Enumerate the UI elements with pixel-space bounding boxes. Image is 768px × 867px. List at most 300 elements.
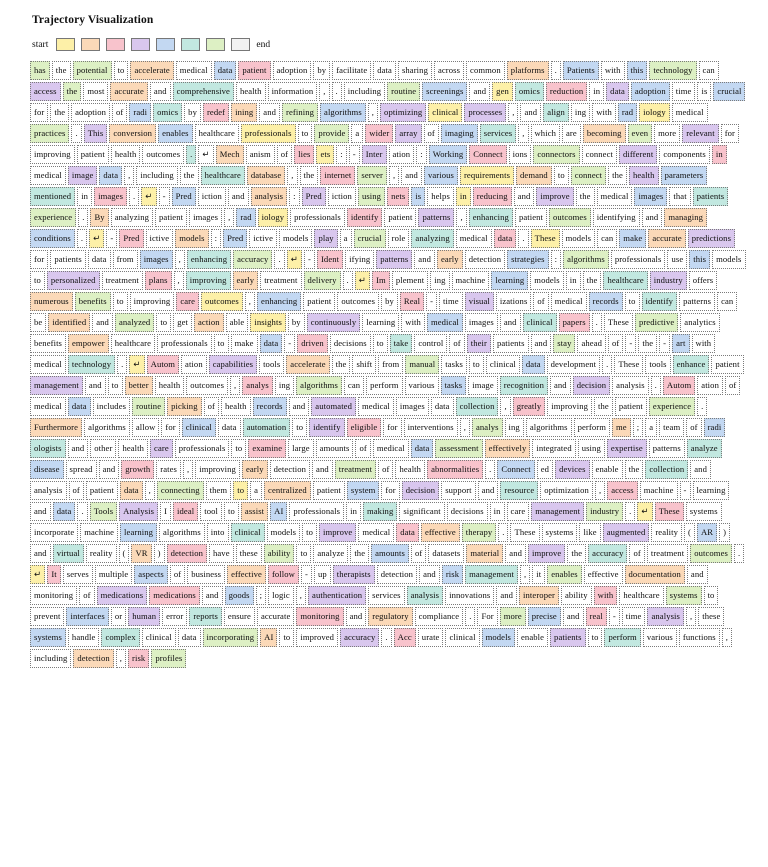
token: omics	[153, 103, 182, 122]
token: ,	[183, 460, 193, 479]
token: strategies	[507, 250, 548, 269]
token: analyzing	[111, 208, 153, 227]
token: improve	[528, 544, 565, 563]
token: effective	[421, 523, 460, 542]
token: accelerate	[130, 61, 173, 80]
token: outcomes	[201, 292, 243, 311]
token: ability	[561, 586, 592, 605]
token: in	[589, 82, 604, 101]
token: ,	[175, 250, 185, 269]
token: including	[136, 166, 177, 185]
token: examine	[248, 439, 286, 458]
token: across	[434, 61, 464, 80]
legend-swatch-6	[206, 38, 225, 51]
token: time	[672, 82, 696, 101]
token: that	[669, 187, 690, 206]
token: patterns	[649, 439, 685, 458]
token: data	[178, 628, 201, 647]
token: plans	[145, 271, 172, 290]
token: professionals	[157, 334, 212, 353]
token: me	[612, 418, 631, 437]
token: the	[332, 355, 351, 374]
token: medical	[30, 355, 66, 374]
token: -	[349, 145, 360, 164]
token: role	[388, 229, 410, 248]
legend-swatch-0	[56, 38, 75, 51]
token: picking	[167, 397, 201, 416]
token: medications	[149, 586, 200, 605]
token: of	[79, 586, 94, 605]
legend-swatch-1	[81, 38, 100, 51]
token: their	[467, 334, 491, 353]
token: .	[186, 145, 196, 164]
token: optimizing	[380, 103, 426, 122]
token: these	[236, 544, 262, 563]
token: radi	[704, 418, 726, 437]
token: experience	[30, 208, 76, 227]
token: medical	[597, 187, 633, 206]
token: ,	[722, 628, 732, 647]
token: can	[717, 292, 737, 311]
token: ation	[697, 376, 723, 395]
token: and	[496, 586, 517, 605]
token: different	[619, 145, 657, 164]
token: learning	[120, 523, 157, 542]
token: For	[477, 607, 497, 626]
token: and	[401, 166, 422, 185]
token: to	[214, 334, 229, 353]
legend-swatches	[56, 38, 250, 51]
token: professionals	[241, 124, 296, 143]
token: other	[90, 439, 116, 458]
token: can	[699, 61, 719, 80]
token: -	[625, 334, 636, 353]
token: decision	[573, 376, 610, 395]
token: ets	[316, 145, 334, 164]
token: and	[500, 313, 521, 332]
token: models	[530, 271, 563, 290]
token: ensure	[224, 607, 255, 626]
token: is	[411, 187, 425, 206]
token: ing	[505, 418, 524, 437]
token: this	[627, 61, 648, 80]
token: imaging	[441, 124, 478, 143]
token: patients	[50, 250, 86, 269]
token: to	[704, 586, 719, 605]
token: early	[233, 271, 259, 290]
token: learning	[491, 271, 528, 290]
token: rad	[618, 103, 637, 122]
token: data	[214, 61, 237, 80]
token: enable	[517, 628, 548, 647]
token: automated	[311, 397, 356, 416]
token: ideal	[173, 502, 198, 521]
token: shift	[352, 355, 376, 374]
token: screenings	[422, 82, 467, 101]
token: enhancing	[187, 250, 231, 269]
token: is	[697, 82, 711, 101]
token: the	[594, 397, 613, 416]
token: capabilities	[209, 355, 257, 374]
token: more	[500, 607, 526, 626]
token: data	[396, 523, 419, 542]
token: treatment	[647, 544, 688, 563]
token: and	[150, 82, 171, 101]
token: of	[277, 145, 292, 164]
token: and	[30, 502, 51, 521]
token: models	[482, 628, 515, 647]
token: machine	[640, 481, 678, 500]
token: spread	[66, 460, 97, 479]
legend-end-label: end	[256, 39, 271, 50]
token: .	[734, 544, 744, 563]
token: medical	[551, 292, 587, 311]
token: industry	[586, 502, 623, 521]
token: :	[416, 145, 427, 164]
token: mentioned	[30, 187, 75, 206]
token: models	[267, 523, 300, 542]
token: ,	[520, 565, 530, 584]
token: and	[228, 187, 249, 206]
token: therapy	[462, 523, 496, 542]
token: systems	[542, 523, 578, 542]
token: iction	[198, 187, 226, 206]
token: data	[88, 250, 111, 269]
token: Pred	[172, 187, 196, 206]
token: professionals	[175, 439, 230, 458]
token: system	[347, 481, 379, 500]
token-grid	[30, 61, 746, 668]
token: multiple	[95, 565, 132, 584]
token: visual	[465, 292, 494, 311]
token: use	[667, 250, 687, 269]
token: :	[336, 145, 347, 164]
token: and	[99, 460, 120, 479]
token: collection	[456, 397, 499, 416]
token: augmented	[603, 523, 650, 542]
token: platforms	[507, 61, 549, 80]
token: ↵	[129, 355, 144, 374]
token: crucial	[713, 82, 745, 101]
token: ,	[500, 397, 510, 416]
token: abnormalities	[427, 460, 483, 479]
token: Furthermore	[30, 418, 82, 437]
token: algorithms	[320, 103, 366, 122]
token: improving	[30, 145, 75, 164]
token: accurate	[257, 607, 294, 626]
token: benefits	[30, 334, 66, 353]
token: of	[725, 376, 740, 395]
token: medical	[358, 397, 394, 416]
token: to	[156, 313, 171, 332]
token: team	[659, 418, 684, 437]
token: connecting	[157, 481, 204, 500]
token: systems	[686, 502, 722, 521]
token: of	[608, 334, 623, 353]
token: allow	[132, 418, 160, 437]
token: ability	[264, 544, 295, 563]
token: time	[622, 607, 646, 626]
token: connect	[582, 145, 617, 164]
token: and	[312, 460, 333, 479]
token: access	[607, 481, 638, 500]
token: ifying	[345, 250, 374, 269]
token: interventions	[404, 418, 458, 437]
token: :	[211, 229, 222, 248]
token: delivery	[304, 271, 341, 290]
token: accuracy	[340, 628, 379, 647]
token: automation	[243, 418, 291, 437]
token: ,	[224, 208, 234, 227]
token: analyzing	[411, 229, 453, 248]
token: treatment	[335, 460, 376, 479]
token: models	[279, 229, 312, 248]
token: accuracy	[233, 250, 272, 269]
token: processes	[464, 103, 506, 122]
legend	[32, 38, 746, 51]
token: .	[343, 271, 353, 290]
token: accurate	[110, 82, 147, 101]
token: image	[468, 376, 498, 395]
token: to	[114, 61, 129, 80]
token: ;	[256, 586, 267, 605]
token: identify	[347, 208, 383, 227]
token: relevant	[682, 124, 718, 143]
token: patients	[693, 187, 729, 206]
token: manual	[405, 355, 439, 374]
token: .	[651, 376, 661, 395]
token: get	[173, 313, 192, 332]
token: decisions	[330, 334, 371, 353]
token: documentation	[625, 565, 685, 584]
token: ining	[231, 103, 257, 122]
token: or	[111, 607, 126, 626]
token: health	[236, 82, 266, 101]
token: disease	[30, 460, 64, 479]
token: ,	[319, 82, 329, 101]
token: systems	[30, 628, 66, 647]
token: professionals	[289, 502, 344, 521]
token: -	[301, 565, 312, 584]
token: ,	[145, 481, 155, 500]
token: action	[194, 313, 224, 332]
token: medical	[358, 523, 394, 542]
token: gen	[492, 82, 513, 101]
token: to	[296, 544, 311, 563]
token: of	[629, 544, 644, 563]
legend-swatch-4	[156, 38, 175, 51]
token: profiles	[151, 649, 186, 668]
token: patients	[493, 334, 529, 353]
token: .	[498, 523, 508, 542]
token: ,	[124, 166, 134, 185]
token: Pred	[223, 229, 247, 248]
token: by	[381, 292, 398, 311]
token: It	[47, 565, 60, 584]
token: medical	[427, 313, 463, 332]
token: identifying	[593, 208, 640, 227]
token: various	[424, 166, 458, 185]
token: with	[594, 586, 618, 605]
token: images	[94, 187, 127, 206]
token: ,	[368, 103, 378, 122]
token: professionals	[290, 208, 345, 227]
token: handle	[68, 628, 100, 647]
token: the	[300, 166, 319, 185]
token: AI	[270, 502, 287, 521]
token: These	[655, 502, 684, 521]
token: analysis	[647, 607, 684, 626]
token: adoption	[631, 82, 670, 101]
token: eligible	[347, 418, 382, 437]
token: play	[314, 229, 337, 248]
token: .	[78, 208, 88, 227]
token: (	[684, 523, 695, 542]
token: can	[344, 376, 364, 395]
token: medical	[30, 397, 66, 416]
token: ↵	[30, 565, 45, 584]
legend-swatch-3	[131, 38, 150, 51]
token: art	[672, 334, 689, 353]
token: to	[588, 628, 603, 647]
token: VR	[131, 544, 151, 563]
token: image	[68, 166, 98, 185]
token: nets	[387, 187, 409, 206]
legend-swatch-5	[181, 38, 200, 51]
token: including	[344, 82, 385, 101]
token: a	[645, 418, 657, 437]
token: collection	[645, 460, 688, 479]
token: requirements	[460, 166, 514, 185]
token: services	[480, 124, 516, 143]
token: -	[609, 607, 620, 626]
token: improve	[319, 523, 356, 542]
token: Acc	[394, 628, 416, 647]
token: identify	[642, 292, 678, 311]
token: and	[690, 460, 711, 479]
token: ,	[460, 418, 470, 437]
token: outcomes	[549, 208, 591, 227]
token: iology	[258, 208, 289, 227]
token: devices	[555, 460, 589, 479]
token: health	[111, 145, 141, 164]
token: comprehensive	[173, 82, 234, 101]
token: ed	[537, 460, 553, 479]
token: regulatory	[368, 607, 412, 626]
token: predictions	[688, 229, 735, 248]
token: resource	[500, 481, 538, 500]
token: patterns	[679, 292, 715, 311]
token: care	[507, 502, 530, 521]
token: from	[378, 355, 403, 374]
token: enables	[158, 124, 192, 143]
token: the	[567, 544, 586, 563]
token: machine	[452, 271, 490, 290]
token: and	[469, 82, 490, 101]
token: management	[30, 376, 83, 395]
token: ,	[595, 481, 605, 500]
token: predictive	[635, 313, 678, 332]
token: risk	[442, 565, 463, 584]
token: functions	[679, 628, 720, 647]
token: algorithms	[296, 376, 342, 395]
token: ,	[245, 292, 255, 311]
token: medications	[97, 586, 148, 605]
token: healthcare	[619, 586, 663, 605]
token: error	[162, 607, 187, 626]
token: Patients	[563, 61, 599, 80]
token: analysis	[30, 481, 67, 500]
token: :	[551, 250, 562, 269]
token: and	[531, 334, 552, 353]
token: ing	[571, 103, 590, 122]
token: reality	[86, 544, 117, 563]
token: time	[439, 292, 463, 311]
token: routine	[132, 397, 165, 416]
token: in	[490, 502, 505, 521]
token: and	[289, 397, 310, 416]
token: health	[118, 439, 148, 458]
token: patterns	[376, 250, 412, 269]
token: database	[247, 166, 285, 185]
token: perform	[366, 376, 402, 395]
token: effective	[584, 565, 623, 584]
token: .	[697, 397, 707, 416]
token: follow	[268, 565, 299, 584]
token: to	[231, 439, 246, 458]
token: insights	[250, 313, 286, 332]
token: are	[562, 124, 581, 143]
token: clinical	[182, 418, 216, 437]
token: images	[465, 313, 498, 332]
token: analysis	[407, 586, 444, 605]
token: early	[437, 250, 463, 269]
token: detection	[270, 460, 310, 479]
token: medical	[30, 166, 66, 185]
token: .	[129, 187, 139, 206]
token: patient	[384, 208, 416, 227]
token: sharing	[398, 61, 432, 80]
token: .	[625, 502, 635, 521]
token: of	[112, 103, 127, 122]
token: clinical	[231, 523, 265, 542]
token: reduction	[546, 82, 587, 101]
token: data	[606, 82, 629, 101]
token: Inter	[362, 145, 387, 164]
token: data	[522, 355, 545, 374]
token: real	[586, 607, 607, 626]
token: -	[106, 229, 117, 248]
token: adoption	[273, 61, 312, 80]
token: a	[351, 124, 363, 143]
token: assessment	[435, 439, 482, 458]
token: analysis	[251, 187, 288, 206]
token: of	[69, 481, 84, 500]
token: material	[466, 544, 503, 563]
token: records	[253, 397, 287, 416]
token: monitoring	[296, 607, 343, 626]
token: helps	[427, 187, 454, 206]
token: patient	[238, 61, 270, 80]
token: the	[52, 61, 71, 80]
token: .	[551, 61, 561, 80]
token: conditions	[30, 229, 75, 248]
token: healthcare	[111, 334, 155, 353]
token: tools	[645, 355, 670, 374]
token: the	[63, 82, 82, 101]
token: personalized	[47, 271, 100, 290]
token: detection	[377, 565, 417, 584]
